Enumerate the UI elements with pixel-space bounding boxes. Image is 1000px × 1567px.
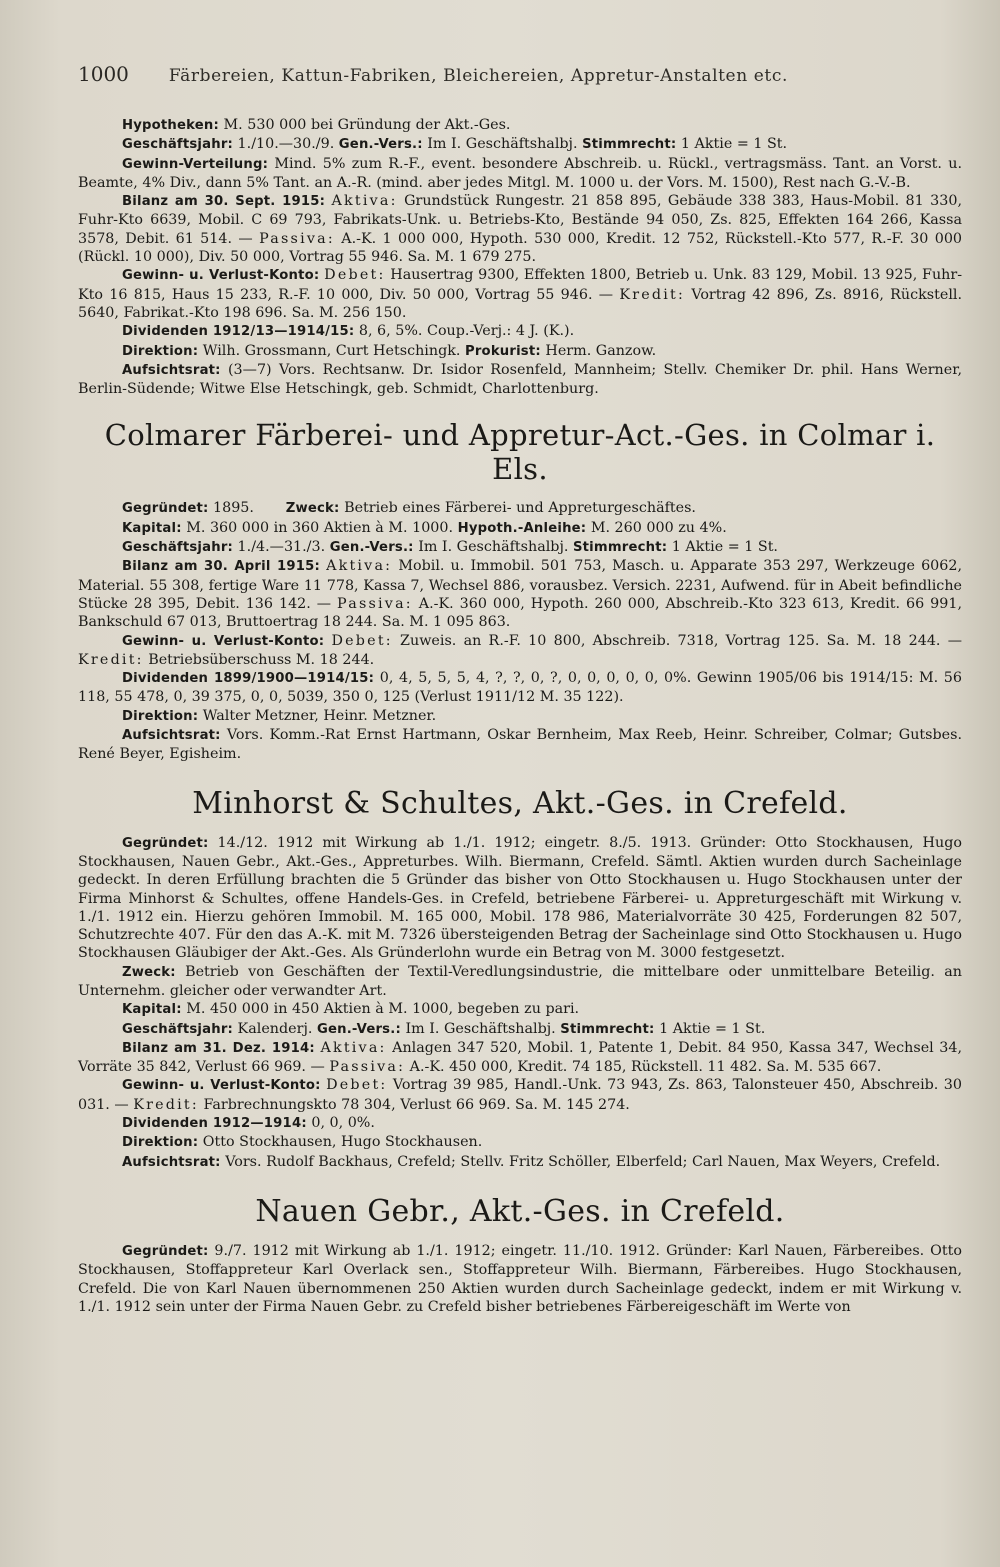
mortgage-loan-label: Hypoth.-Anleihe: <box>457 520 587 536</box>
assets-word: Aktiva: <box>320 1039 387 1056</box>
profit-loss-debit-text: Zuweis. an R.-F. 10 800, Abschreib. 7318, Vortrag 125. Sa. M. 18 244. — <box>400 632 963 649</box>
directors-paragraph <box>78 342 962 361</box>
business-year-paragraph <box>78 1020 962 1039</box>
general-meeting-text: Im I. Geschäftshalbj. <box>418 539 569 556</box>
profit-distribution-text: Mind. 5% zum R.-F., event. besondere Abschreib. u. Rückl., vertragsmäss. Tant. an Vorst. u. Beamte, 4% Div., dann 5% Tant. an A.-R. (mind. aber jedes Mitgl. M. 1000 u. der Vors. M. 1500), Rest nach G.-V.-B. <box>78 155 962 191</box>
profit-loss-credit-text: Vortrag 42 896, Zs. 8916, Rückstell. 5640, Fabrikat.-Kto 198 696. Sa. M. 256 150. <box>78 286 963 321</box>
credit-word: Kredit: <box>78 651 144 668</box>
liabilities-word: Passiva: <box>337 595 413 612</box>
voting-right-text: 1 Aktie = 1 St. <box>659 1020 766 1037</box>
debit-word: Debet: <box>331 632 393 649</box>
directors-text: Wilh. Grossmann, Curt Hetschingk. <box>202 342 461 359</box>
profit-loss-label: Gewinn- u. Verlust-Konto: <box>122 633 325 649</box>
voting-right-text: 1 Aktie = 1 St. <box>680 136 788 153</box>
supervisory-board-text: Vors. Komm.-Rat Ernst Hartmann, Oskar Bernheim, Max Reeb, Heinr. Schreiber, Colmar; Gutsbes. René Beyer, Egisheim. <box>78 727 962 763</box>
balance-assets-text: Grundstück Rungestr. 21 858 895, Gebäude 338 383, Haus-Mobil. 81 330, Fuhr-Kto 6639, Mobil. C 69 793, Fabrikats-Unk. u. Betriebs-Kto, Bestände 94 050, Zs. 825, Effekten 164 266, Kassa 3578, Debit. 61 514. — <box>78 193 962 247</box>
general-meeting-text: Im I. Geschäftshalbj. <box>427 136 578 153</box>
company-title-colmarer: Colmarer Färberei- und Appretur-Act.-Ges. in Colmar i. Els. <box>104 418 936 487</box>
founded-paragraph <box>78 834 962 963</box>
profit-distribution-label: Gewinn-Verteilung: <box>122 156 269 172</box>
profit-loss-debit-text: Vortrag 39 985, Handl.-Unk. 73 943, Zs. 863, Talonsteuer 450, Abschreib. 30 031. — <box>78 1077 962 1113</box>
supervisory-board-paragraph <box>78 1153 962 1172</box>
mortgage-text: M. 530 000 bei Gründung der Akt.-Ges. <box>223 117 511 133</box>
capital-text: M. 450 000 in 450 Aktien à M. 1000, begeben zu pari. <box>186 1001 580 1018</box>
profit-loss-credit-text: Farbrechnungskto 78 304, Verlust 66 969. Sa. M. 145 274. <box>203 1096 630 1113</box>
business-year-text: 1./4.—31./3. <box>237 539 326 556</box>
founded-text: 14./12. 1912 mit Wirkung ab 1./1. 1912; eingetr. 8./5. 1913. Gründer: Otto Stockhausen, Hugo Stockhausen, Nauen Gebr., Akt.-Ges., Appreturbes. Wilh. Biermann, Crefeld. Sämtl. Aktien wurden durch Sacheinlage gedeckt. In deren Erfüllung brachten die 5 Gründer das bisher von Otto Stockhausen u. Hugo Stockhausen unter der Firma Minhorst & Schultes, offene Handels-Ges. in Crefeld, betriebene Färberei- u. Appreturgeschäft mit Wirkung v. 1./1. 1912 ein. Hierzu gehören Immobil. M. 165 000, Mobil. 178 986, Materialvorräte 30 425, Forderungen 82 507, Schutzrechte 407. Für den das A.-K. mit M. 7326 übersteigenden Betrag der Sacheinlage sind Otto Stockhausen u. Hugo Stockhausen Gläubiger der Akt.-Ges. Als Gründerlohn wurde ein Betrag von M. 3000 festgesetzt. <box>78 834 962 962</box>
directors-label: Direktion: <box>122 343 199 359</box>
general-meeting-label: Gen.-Vers.: <box>338 137 423 153</box>
capital-paragraph <box>78 1000 962 1019</box>
supervisory-board-paragraph <box>78 361 962 399</box>
capital-text: M. 360 000 in 360 Aktien à M. 1000. <box>186 519 454 536</box>
founded-paragraph <box>78 499 962 518</box>
directors-text: Walter Metzner, Heinr. Metzner. <box>202 707 437 724</box>
dividends-paragraph <box>78 322 962 341</box>
business-year-text: 1./10.—30./9. <box>237 136 335 153</box>
procurator-text: Herm. Ganzow. <box>545 342 657 359</box>
dividends-paragraph <box>78 669 962 707</box>
credit-word: Kredit: <box>619 286 686 303</box>
dividends-text: 8, 6, 5%. Coup.-Verj.: 4 J. (K.). <box>358 323 575 340</box>
business-year-paragraph <box>78 538 962 557</box>
profit-loss-label: Gewinn- u. Verlust-Konto: <box>122 1078 321 1094</box>
business-year-text: Kalenderj. <box>237 1020 313 1037</box>
founded-text: 1895. <box>213 500 254 517</box>
supervisory-board-text: Vors. Rudolf Backhaus, Crefeld; Stellv. Fritz Schöller, Elberfeld; Carl Nauen, Max Weyers, Crefeld. <box>225 1153 941 1170</box>
directors-label: Direktion: <box>122 1135 199 1151</box>
debit-word: Debet: <box>326 1077 388 1094</box>
page-number: 1000 <box>78 62 129 86</box>
balance-label: Bilanz am 30. April 1915: <box>122 559 320 575</box>
voting-right-label: Stimmrecht: <box>572 540 668 556</box>
entry-minhorst <box>78 786 962 1172</box>
directors-text: Otto Stockhausen, Hugo Stockhausen. <box>202 1134 483 1151</box>
mortgage-paragraph <box>78 116 962 135</box>
dividends-paragraph <box>78 1114 962 1133</box>
balance-label: Bilanz am 30. Sept. 1915: <box>122 194 326 210</box>
purpose-text: Betrieb eines Färberei- und Appreturgeschäftes. <box>344 500 696 517</box>
liabilities-word: Passiva: <box>259 230 335 247</box>
debit-word: Debet: <box>324 267 386 284</box>
balance-liabilities-text: A.-K. 1 000 000, Hypoth. 530 000, Kredit. 12 752, Rückstell.-Kto 577, R.-F. 30 000 (Rückl. 10 000), Div. 50 000, Vortrag 55 946. Sa. M. 1 679 275. <box>78 230 963 266</box>
voting-right-label: Stimmrecht: <box>582 137 677 153</box>
supervisory-board-label: Aufsichtsrat: <box>122 728 221 744</box>
founded-text: 9./7. 1912 mit Wirkung ab 1./1. 1912; eingetr. 11./10. 1912. Gründer: Karl Nauen, Färbereibes. Otto Stockhausen, Stoffappreteur Karl Overlack sen., Stoffappreteur Wilh. Biermann, Färbereibes. Hugo Stockhausen, Crefeld. Die von Karl Nauen übernommenen 250 Aktien wurden durch Sacheinlage gedeckt, indem er mit Wirkung v. 1./1. 1912 sein unter der Firma Nauen Gebr. zu Crefeld bisher betriebenes Färbereigeschäft im Werte von <box>78 1242 963 1315</box>
voting-right-text: 1 Aktie = 1 St. <box>671 539 778 556</box>
running-title: Färbereien, Kattun-Fabriken, Bleichereien, Appretur-Anstalten etc. <box>168 66 788 86</box>
running-header <box>78 62 962 86</box>
liabilities-word: Passiva: <box>329 1059 406 1076</box>
dividends-text: 0, 4, 5, 5, 5, 4, ?, ?, 0, ?, 0, 0, 0, 0, 0, 0%. Gewinn 1905/06 bis 1914/15: M. 56 118, 55 478, 0, 39 375, 0, 0, 5039, 350 0, 125 (Verlust 1911/12 M. 35 122). <box>78 670 963 706</box>
directors-label: Direktion: <box>122 708 199 724</box>
profit-loss-debit-text: Hausertrag 9300, Effekten 1800, Betrieb u. Unk. 83 129, Mobil. 13 925, Fuhr-Kto 16 815, Haus 15 233, R.-F. 10 000, Div. 50 000, Vortrag 55 946. — <box>78 267 963 303</box>
profit-loss-label: Gewinn- u. Verlust-Konto: <box>122 268 320 284</box>
entry-continued <box>78 116 962 398</box>
assets-word: Aktiva: <box>326 558 393 575</box>
procurator-label: Prokurist: <box>464 343 541 359</box>
entry-colmarer <box>78 418 962 763</box>
entry-nauen <box>78 1194 962 1316</box>
supervisory-board-paragraph <box>78 726 962 764</box>
dividends-label: Dividenden 1912—1914: <box>122 1116 307 1132</box>
directors-paragraph <box>78 707 962 726</box>
business-year-label: Geschäftsjahr: <box>122 540 233 556</box>
assets-word: Aktiva: <box>331 193 398 210</box>
profit-loss-paragraph <box>78 1076 962 1114</box>
balance-paragraph <box>78 1039 962 1077</box>
capital-paragraph <box>78 519 962 538</box>
general-meeting-text: Im I. Geschäftshalbj. <box>405 1020 556 1037</box>
purpose-text: Betrieb von Geschäften der Textil-Veredlungsindustrie, die mittelbare oder unmittelbare Beteilig. an Unternehm. gleicher oder verwandter Art. <box>78 963 962 999</box>
profit-loss-credit-text: Betriebsüberschuss M. 18 244. <box>148 651 375 668</box>
profit-distribution-paragraph <box>78 155 962 193</box>
company-title-minhorst: Minhorst & Schultes, Akt.-Ges. in Crefeld. <box>192 785 848 821</box>
supervisory-board-label: Aufsichtsrat: <box>122 1154 221 1170</box>
balance-liabilities-text: A.-K. 450 000, Kredit. 74 185, Rückstell. 11 482. Sa. M. 535 667. <box>409 1059 882 1076</box>
founded-label: Gegründet: <box>122 1243 209 1259</box>
founded-label: Gegründet: <box>122 501 209 517</box>
balance-assets-text: Mobil. u. Immobil. 501 753, Masch. u. Apparate 353 297, Werkzeuge 6062, Material. 55 308, fertige Ware 11 778, Kassa 7, Wechsel 886, vorausbez. Versich. 2231, Aufwend. für in Abeit befindliche Stücke 28 395, Debit. 136 142. — <box>78 558 963 612</box>
voting-right-label: Stimmrecht: <box>560 1021 655 1037</box>
purpose-label: Zweck: <box>285 501 340 517</box>
purpose-label: Zweck: <box>122 964 176 980</box>
balance-paragraph <box>78 557 962 631</box>
profit-loss-paragraph <box>78 266 962 322</box>
general-meeting-label: Gen.-Vers.: <box>329 540 414 556</box>
supervisory-board-label: Aufsichtsrat: <box>122 362 221 378</box>
founded-paragraph <box>78 1242 962 1316</box>
balance-liabilities-text: A.-K. 360 000, Hypoth. 260 000, Abschreib.-Kto 323 613, Kredit. 66 991, Bankschuld 67 013, Bruttoertrag 18 244. Sa. M. 1 095 863. <box>78 595 962 631</box>
purpose-paragraph <box>78 963 962 1001</box>
capital-label: Kapital: <box>122 1002 182 1018</box>
dividends-text: 0, 0, 0%. <box>311 1115 375 1132</box>
business-year-label: Geschäftsjahr: <box>122 137 233 153</box>
directors-paragraph <box>78 1133 962 1152</box>
capital-label: Kapital: <box>122 520 182 536</box>
company-title-nauen: Nauen Gebr., Akt.-Ges. in Crefeld. <box>255 1193 785 1229</box>
profit-loss-paragraph <box>78 632 962 670</box>
supervisory-board-text: (3—7) Vors. Rechtsanw. Dr. Isidor Rosenfeld, Mannheim; Stellv. Chemiker Dr. phil. Hans Werner, Berlin-Südende; Witwe Else Hetschingk, geb. Schmidt, Charlottenburg. <box>78 361 963 398</box>
business-year-paragraph <box>78 135 962 154</box>
balance-paragraph <box>78 192 962 266</box>
general-meeting-label: Gen.-Vers.: <box>316 1021 401 1037</box>
founded-label: Gegründet: <box>122 835 209 851</box>
balance-label: Bilanz am 31. Dez. 1914: <box>122 1040 315 1056</box>
dividends-label: Dividenden 1899/1900—1914/15: <box>122 671 375 687</box>
mortgage-label: Hypotheken: <box>122 118 219 133</box>
balance-assets-text: Anlagen 347 520, Mobil. 1, Patente 1, Debit. 84 950, Kassa 347, Wechsel 34, Vorräte 35 842, Verlust 66 969. — <box>78 1039 963 1076</box>
credit-word: Kredit: <box>133 1096 199 1113</box>
business-year-label: Geschäftsjahr: <box>122 1021 233 1037</box>
mortgage-loan-text: M. 260 000 zu 4%. <box>590 519 727 536</box>
dividends-label: Dividenden 1912/13—1914/15: <box>122 324 355 340</box>
